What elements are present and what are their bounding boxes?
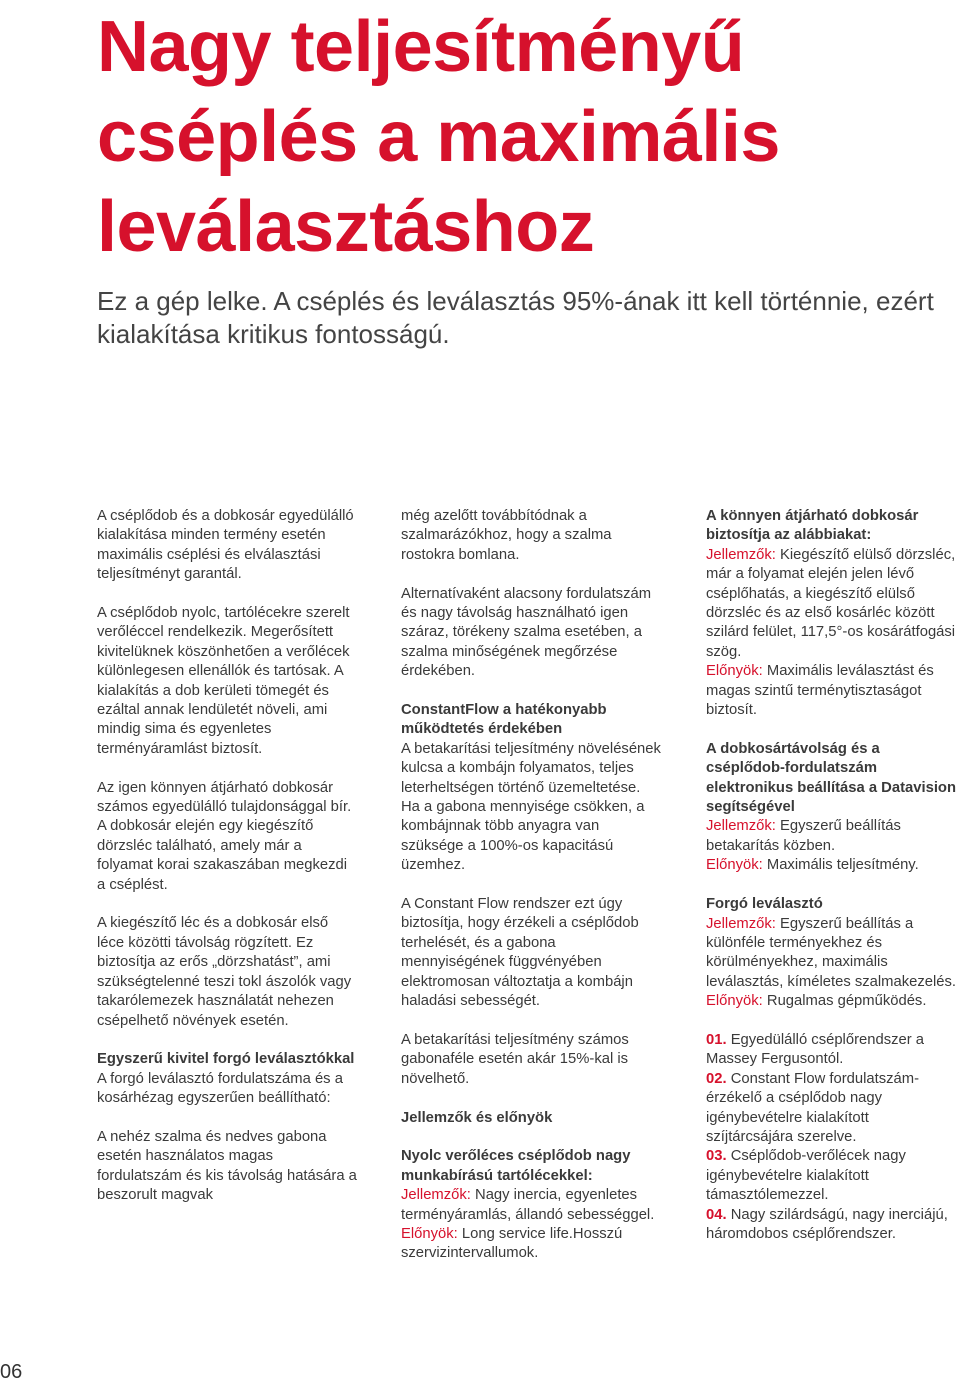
item-number: 03.: [706, 1148, 727, 1165]
text-column-2: [401, 507, 661, 1264]
paragraph: A cséplődob és a dobkosár egyedülálló kialakítása minden termény esetén maximális cséplési és elválasztási teljesítményt garantál.: [97, 508, 354, 583]
item-text: Nagy szilárdságú, nagy inerciájú, háromdobos cséplőrendszer.: [706, 1206, 948, 1242]
numbered-list: [706, 1031, 960, 1244]
feature-block: [706, 507, 960, 720]
list-item: [706, 1206, 960, 1245]
paragraph: A forgó leválasztó fordulatszáma és a kosárhézag egyszerűen beállítható:: [97, 1070, 343, 1107]
feature-heading: A dobkosártávolság és a cséplődob-fordulatszám elektronikus beállítása a Datavision segítségével: [706, 740, 957, 816]
section: [97, 1050, 357, 1108]
item-number: 02.: [706, 1070, 727, 1087]
item-number: 01.: [706, 1031, 727, 1048]
item-text: Egyedülálló cséplőrendszer a Massey Fergusontól.: [706, 1031, 924, 1068]
features-label: Jellemzők:: [401, 1187, 471, 1204]
section-heading: Egyszerű kivitel forgó leválasztókkal: [97, 1051, 355, 1068]
benefits-text: Rugalmas gépműködés.: [762, 993, 927, 1010]
paragraph: A cséplődob nyolc, tartólécekre szerelt verőléccel rendelkezik. Megerősített kivitelüknek köszönhetően a verőlécek különlegesen ellenállók és tartósak. A kialakítás a dob kerületi tömegét és ezáltal annak lendületét növeli, ami mindig sima és egyenletes terményáramlást biztosít.: [97, 605, 350, 757]
paragraph: A betakarítási teljesítmény számos gabonaféle esetén akár 15%-kal is növelhető.: [401, 1031, 629, 1087]
benefits-label: Előnyök:: [706, 857, 763, 874]
page-title: [97, 2, 947, 272]
benefits-text: Maximális teljesítmény.: [762, 857, 919, 874]
features-text: Nagy inercia, egyenletes terményáramlás, állandó sebességgel.: [401, 1187, 655, 1223]
paragraph: A nehéz szalma és nedves gabona esetén használatos magas fordulatszám és kis távolság hatására a beszorult magvak: [97, 1128, 357, 1204]
paragraph: A betakarítási teljesítmény növelésének kulcsa a kombájn folyamatos, teljes leterheltségen történő üzemeltetése. Ha a gabona mennyisége csökken, a kombájnnak több anyagra van szüksége a 100%-os kapacitású üzemhez.: [401, 740, 661, 874]
feature-block: [706, 895, 960, 1011]
paragraph: Alternatívaként alacsony fordulatszám és nagy távolság használható igen száraz, törékeny szalma esetében, a szalma minőségének megőrzése érdekében.: [401, 585, 652, 680]
feature-heading: Nyolc verőléces cséplődob nagy munkabírású tartólécekkel:: [401, 1148, 631, 1184]
page-number: 06: [0, 1361, 23, 1383]
paragraph: A kiegészítő léc és a dobkosár első léce közötti távolság rögzített. Ez biztosítja az erős „dörzshatást”, ami szükségtelenné teszi tokl ászolók vagy takarólemezek használatát nehezen csépelhető növények esetén.: [97, 915, 352, 1029]
item-text: Constant Flow fordulatszám-érzékelő a cséplődob nagy igénybevételre kialakított szíjtárcsájára szerelve.: [706, 1070, 920, 1145]
item-number: 04.: [706, 1206, 727, 1223]
features-label: Jellemzők:: [706, 818, 776, 835]
features-label: Jellemzők:: [706, 546, 776, 563]
section: [401, 701, 661, 876]
benefits-text: Maximális leválasztást és magas szintű terménytisztaságot biztosít.: [706, 663, 934, 719]
lead-paragraph: Ez a gép lelke. A cséplés és leválasztás 95%-ának itt kell történnie, ezért kialakítása kritikus fontosságú.: [97, 286, 934, 349]
text-column-1: [97, 507, 357, 1206]
features-text: Kiegészítő elülső dörzsléc, már a folyamat elején jelen lévő cséplőhatás, a kiegészítő elülső dörzsléc és az első kosárléc között szilárd felület, 117,5°-os kosárátfogási szög.: [706, 546, 956, 660]
paragraph: A Constant Flow rendszer ezt úgy biztosítja, hogy érzékeli a cséplődob terhelését, és a gabona mennyiségének függvényében elektromosan változtatja a kombájn haladási sebességét.: [401, 896, 639, 1010]
benefits-label: Előnyök:: [401, 1225, 458, 1242]
list-item: [706, 1031, 960, 1070]
features-label: Jellemzők:: [706, 915, 776, 932]
title-line: Nagy teljesítményű: [97, 7, 745, 87]
section-heading: ConstantFlow a hatékonyabb működtetés érdekében: [401, 702, 607, 738]
list-item: [706, 1070, 960, 1148]
feature-block: [401, 1147, 661, 1263]
section-heading: Jellemzők és előnyök: [401, 1109, 553, 1126]
feature-heading: Forgó leválasztó: [706, 896, 823, 913]
list-item: [706, 1147, 960, 1205]
features-text: Egyszerű beállítás a különféle terményekhez és körülményekhez, maximális leválasztás, kíméletes szalmakezelés.: [706, 915, 957, 990]
features-text: Egyszerű beállítás betakarítás közben.: [706, 818, 901, 854]
benefits-label: Előnyök:: [706, 993, 763, 1010]
paragraph: Az igen könnyen átjárható dobkosár számos egyedülálló tulajdonsággal bír. A dobkosár elején egy kiegészítő dörzsléc található, amely már a folyamat korai szakaszában megkezdi a cséplést.: [97, 779, 352, 893]
title-line: leválasztáshoz: [97, 187, 595, 267]
feature-block: [706, 740, 960, 876]
feature-heading: A könnyen átjárható dobkosár biztosítja az alábbiakat:: [706, 508, 919, 544]
title-line: cséplés a maximális: [97, 97, 780, 177]
benefits-label: Előnyök:: [706, 663, 763, 680]
text-column-3: [706, 507, 960, 1244]
benefits-text: Long service life.Hosszú szervizintervallumok.: [401, 1225, 623, 1262]
item-text: Cséplődob-verőlécek nagy igénybevételre kialakított támasztólemezzel.: [706, 1148, 906, 1204]
paragraph: még azelőtt továbbítódnak a szalmarázókhoz, hogy a szalma rostokra bomlana.: [401, 508, 612, 563]
